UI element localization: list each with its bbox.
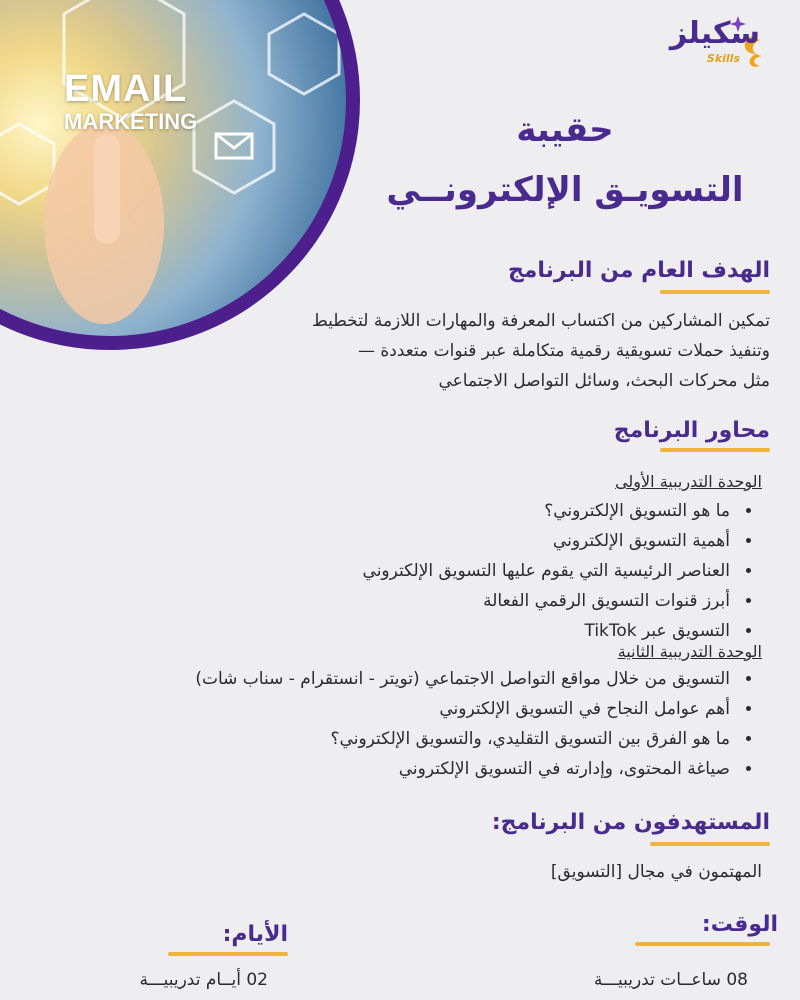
time-underline <box>635 942 770 946</box>
logo-sub: Skills <box>706 52 740 65</box>
days-underline <box>168 952 288 956</box>
list-item: • ما هو الفرق بين التسويق التقليدي، والتسويق الإلكتروني؟ <box>195 724 734 754</box>
list-item: • أبرز قنوات التسويق الرقمي الفعالة <box>363 586 734 616</box>
list-item: • التسويق من خلال مواقع التواصل الاجتماعي (تويتر - انستقرام - سناب شات) <box>195 664 734 694</box>
hero-text <box>64 69 197 135</box>
axes-underline <box>660 448 770 452</box>
unit1-title: الوحدة التدريبية الأولى <box>615 472 762 491</box>
list-item: • صياغة المحتوى، وإدارته في التسويق الإلكتروني <box>195 754 734 784</box>
hexagon-pattern <box>0 0 346 336</box>
time-heading: الوقت: <box>701 912 778 937</box>
hero-image <box>0 0 360 350</box>
axes-heading: محاور البرنامج <box>613 418 770 443</box>
goal-line-2: وتنفيذ حملات تسويقية رقمية متكاملة عبر قنوات متعددة — <box>357 341 770 361</box>
goal-line-3: مثل محركات البحث، وسائل التواصل الاجتماعي <box>438 371 770 391</box>
goal-line-1: تمكين المشاركين من اكتساب المعرفة والمهارات اللازمة لتخطيط <box>311 311 770 331</box>
page-title <box>385 100 745 220</box>
list-item: • التسويق عبر TikTok <box>363 616 734 646</box>
list-item: • العناصر الرئيسية التي يقوم عليها التسويق الإلكتروني <box>363 556 734 586</box>
goal-heading: الهدف العام من البرنامج <box>507 258 770 283</box>
hero-line2: MARKETING <box>64 109 198 134</box>
title-line2: التسويـق الإلكترونــي <box>386 170 744 210</box>
unit2-title: الوحدة التدريبية الثانية <box>617 642 762 661</box>
time-value: 08 ساعــات تدريبيـــة <box>593 970 748 990</box>
unit2-list <box>195 664 762 784</box>
audience-underline <box>650 842 770 846</box>
audience-value: المهتمون في مجال [التسويق] <box>550 862 762 882</box>
unit1-list <box>363 496 762 646</box>
list-item: • أهمية التسويق الإلكتروني <box>363 526 734 556</box>
goal-underline <box>660 290 770 294</box>
goal-text <box>270 306 770 396</box>
logo-word: سكيلز <box>669 16 760 51</box>
list-item: • أهم عوامل النجاح في التسويق الإلكتروني <box>195 694 734 724</box>
days-heading: الأيام: <box>222 922 288 947</box>
title-line1: حقيبة <box>516 110 614 150</box>
audience-heading: المستهدفون من البرنامج: <box>491 810 770 835</box>
hero-line1: EMAIL <box>64 68 188 110</box>
email-icon <box>216 134 252 158</box>
list-item: • ما هو التسويق الإلكتروني؟ <box>363 496 734 526</box>
days-value: 02 أيــام تدريبيـــة <box>139 970 268 990</box>
